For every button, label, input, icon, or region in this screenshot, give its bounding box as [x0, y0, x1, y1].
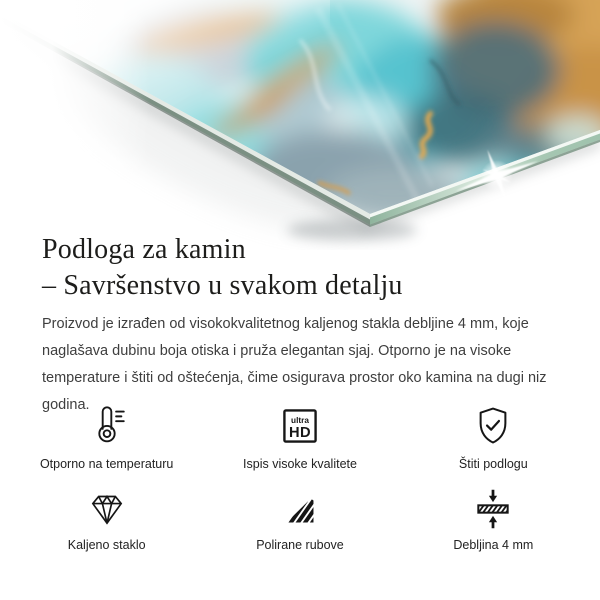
press-thickness-icon — [471, 489, 515, 529]
feature-label: Kaljeno staklo — [67, 538, 146, 552]
feature-protects-floor — [397, 400, 590, 471]
feature-print-quality — [203, 400, 396, 471]
thermometer-icon — [84, 400, 130, 448]
feature-label: Štiti podlogu — [458, 457, 528, 471]
page-title-line2: – Savršenstvo u svakom detalju — [42, 270, 403, 301]
glass-panel-illustration — [0, 0, 600, 250]
shield-check-icon — [471, 400, 515, 448]
feature-polished-edges — [203, 489, 396, 552]
ultra-hd-icon-text-bottom: HD — [288, 425, 312, 441]
ultra-hd-icon-text-top: ultra — [291, 415, 309, 425]
feature-temperature — [10, 400, 203, 471]
page-title — [42, 232, 403, 304]
feature-label: Debljina 4 mm — [453, 538, 534, 552]
product-description: Proizvod je izrađen od visokokvalitetnog kaljenog stakla debljine 4 mm, koje naglašava dubinu boja otiska i pruža elegantan sjaj. Otporno je na visoke temperature i štiti od oštećenja, čime osigurava prostor oko kamina na dugi niz godina. — [42, 316, 547, 413]
feature-thickness — [397, 489, 590, 552]
feature-label: Ispis visoke kvalitete — [243, 457, 357, 471]
feature-label: Polirane rubove — [256, 538, 344, 552]
diamond-icon — [87, 489, 127, 529]
ultra-hd-icon — [278, 400, 322, 448]
polished-edges-icon — [281, 489, 319, 529]
page-title-line1: Podloga za kamin — [42, 234, 246, 265]
feature-label: Otporno na temperaturu — [39, 457, 174, 471]
features-grid — [10, 400, 590, 552]
product-image — [0, 0, 600, 250]
feature-tempered-glass — [10, 489, 203, 552]
